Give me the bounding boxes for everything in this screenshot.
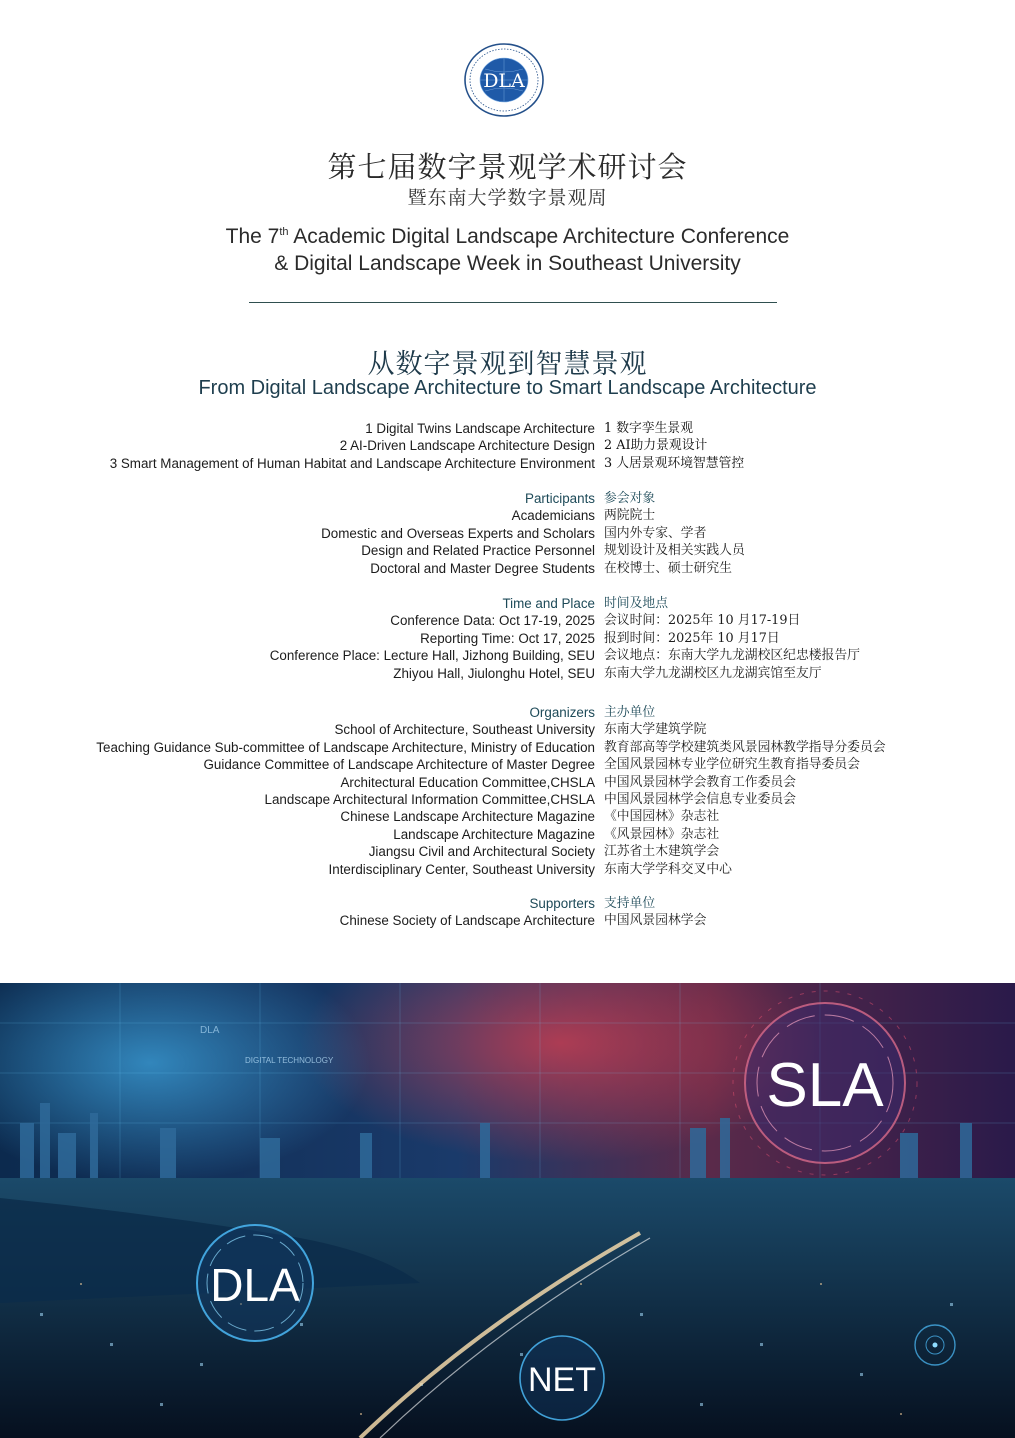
- list-item: [0, 808, 1015, 825]
- supporter-cn: 中国风景园林学会: [604, 913, 707, 929]
- participants-section: [0, 490, 1015, 577]
- list-item: [0, 665, 1015, 682]
- conference-title-en: [0, 223, 1015, 277]
- organizer-cn: 江苏省土木建筑学会: [604, 844, 720, 860]
- organizer-en: Jiangsu Civil and Architectural Society: [368, 844, 595, 860]
- participants-heading-en: Participants: [525, 491, 595, 506]
- organizer-en: Chinese Landscape Architecture Magazine: [340, 809, 595, 825]
- topic-en: 1 Digital Twins Landscape Architecture: [365, 421, 595, 436]
- section-heading: [0, 490, 1015, 507]
- time-place-en: Zhiyou Hall, Jiulonghu Hotel, SEU: [393, 665, 595, 681]
- dla-globe-emblem-icon: [463, 42, 545, 118]
- organizers-heading-cn: 主办单位: [604, 705, 656, 720]
- supporters-section: [0, 895, 1015, 930]
- participant-cn: 两院院士: [604, 508, 656, 524]
- list-item: [0, 647, 1015, 664]
- organizer-cn: 中国风景园林学会信息专业委员会: [604, 791, 796, 807]
- title-en-ordinal: th: [279, 226, 289, 238]
- list-item: [0, 843, 1015, 860]
- list-item: [0, 560, 1015, 577]
- organizers-heading-en: Organizers: [529, 705, 595, 720]
- list-item: [0, 826, 1015, 843]
- list-item: [0, 739, 1015, 756]
- conference-title-en-line1: [0, 223, 1015, 250]
- organizer-cn: 全国风景园林专业学位研究生教育指导委员会: [604, 757, 860, 773]
- section-heading: [0, 595, 1015, 612]
- topics-list: [0, 420, 1015, 472]
- organizer-en: Landscape Architectural Information Committee,CHSLA: [264, 791, 595, 807]
- topic-en: 2 AI-Driven Landscape Architecture Design: [339, 438, 595, 454]
- supporters-heading-en: Supporters: [529, 896, 595, 911]
- time-place-cn: 会议地点：东南大学九龙湖校区纪忠楼报告厅: [604, 648, 860, 664]
- list-item: [0, 774, 1015, 791]
- conference-title-cn: 第七届数字景观学术研讨会: [327, 150, 688, 184]
- list-item: [0, 612, 1015, 629]
- sla-label: SLA: [766, 1051, 884, 1120]
- digital-technology-tag: DIGITAL TECHNOLOGY: [245, 1056, 334, 1065]
- participant-en: Domestic and Overseas Experts and Scholars: [321, 525, 595, 541]
- theme-title-cn: 从数字景观到智慧景观: [367, 349, 648, 380]
- topic-row: [0, 455, 1015, 472]
- participant-cn: 规划设计及相关实践人员: [604, 543, 745, 559]
- supporter-en: Chinese Society of Landscape Architecture: [339, 913, 595, 929]
- time-place-heading-en: Time and Place: [502, 596, 595, 611]
- dla-small-tag: DLA: [200, 1025, 220, 1036]
- organizer-en: Landscape Architecture Magazine: [393, 826, 595, 842]
- list-item: [0, 507, 1015, 524]
- time-place-cn: 东南大学九龙湖校区九龙湖宾馆至友厅: [604, 665, 822, 681]
- topic-cn: 1 数字孪生景观: [604, 421, 693, 436]
- organizer-cn: 东南大学学科交叉中心: [604, 861, 732, 877]
- list-item: [0, 912, 1015, 929]
- supporters-heading-cn: 支持单位: [604, 896, 656, 911]
- topic-row: [0, 420, 1015, 437]
- net-badge: [520, 1336, 604, 1420]
- list-item: [0, 630, 1015, 647]
- list-item: [0, 721, 1015, 738]
- organizer-en: School of Architecture, Southeast University: [334, 722, 595, 738]
- title-divider: [249, 302, 777, 303]
- organizer-cn: 东南大学建筑学院: [604, 722, 707, 738]
- participant-en: Doctoral and Master Degree Students: [370, 560, 595, 576]
- list-item: [0, 525, 1015, 542]
- organizer-en: Teaching Guidance Sub-committee of Landscape Architecture, Ministry of Education: [96, 739, 595, 755]
- list-item: [0, 542, 1015, 559]
- topic-row: [0, 437, 1015, 454]
- list-item: [0, 861, 1015, 878]
- participant-cn: 在校博士、硕士研究生: [604, 560, 732, 576]
- title-en-pre: The 7: [225, 225, 280, 248]
- organizers-section: [0, 704, 1015, 878]
- organizer-en: Architectural Education Committee,CHSLA: [340, 774, 595, 790]
- section-heading: [0, 895, 1015, 912]
- time-place-cn: 会议时间：2025年 10 月17-19日: [604, 613, 801, 629]
- conference-subtitle-cn: 暨东南大学数字景观周: [407, 187, 608, 209]
- participant-en: Design and Related Practice Personnel: [361, 543, 595, 559]
- time-place-en: Conference Data: Oct 17-19, 2025: [390, 613, 595, 629]
- participant-en: Academicians: [511, 508, 595, 524]
- organizer-en: Interdisciplinary Center, Southeast University: [328, 861, 595, 877]
- organizer-cn: 《风景园林》杂志社: [604, 826, 720, 842]
- organizer-cn: 中国风景园林学会教育工作委员会: [604, 774, 796, 790]
- conference-title-en-line2: & Digital Landscape Week in Southeast University: [274, 252, 741, 275]
- time-place-heading-cn: 时间及地点: [604, 596, 668, 611]
- list-item: [0, 756, 1015, 773]
- topic-cn: 3 人居景观环境智慧管控: [604, 455, 745, 471]
- dla-label: DLA: [210, 1259, 300, 1311]
- list-item: [0, 791, 1015, 808]
- title-en-post: Academic Digital Landscape Architecture Conference: [288, 225, 790, 248]
- digital-city-hero-image: [0, 983, 1015, 1438]
- section-heading: [0, 704, 1015, 721]
- logo-monogram: DLA: [483, 70, 525, 92]
- city-illustration: [0, 983, 1015, 1438]
- time-place-section: [0, 595, 1015, 682]
- participants-heading-cn: 参会对象: [604, 491, 656, 506]
- topic-en: 3 Smart Management of Human Habitat and Landscape Architecture Environment: [109, 455, 595, 471]
- time-place-en: Conference Place: Lecture Hall, Jizhong Building, SEU: [269, 648, 595, 664]
- organizer-en: Guidance Committee of Landscape Architecture of Master Degree: [203, 757, 595, 773]
- participant-cn: 国内外专家、学者: [604, 525, 707, 541]
- time-place-cn: 报到时间：2025年 10 月17日: [604, 630, 780, 646]
- topic-cn: 2 AI助力景观设计: [604, 438, 708, 454]
- theme-title-en: From Digital Landscape Architecture to Smart Landscape Architecture: [198, 377, 817, 399]
- organizer-cn: 《中国园林》杂志社: [604, 809, 720, 825]
- organizer-cn: 教育部高等学校建筑类风景园林教学指导分委员会: [604, 739, 886, 755]
- time-place-en: Reporting Time: Oct 17, 2025: [420, 630, 595, 646]
- net-label: NET: [528, 1361, 596, 1399]
- dla-badge: [197, 1225, 313, 1341]
